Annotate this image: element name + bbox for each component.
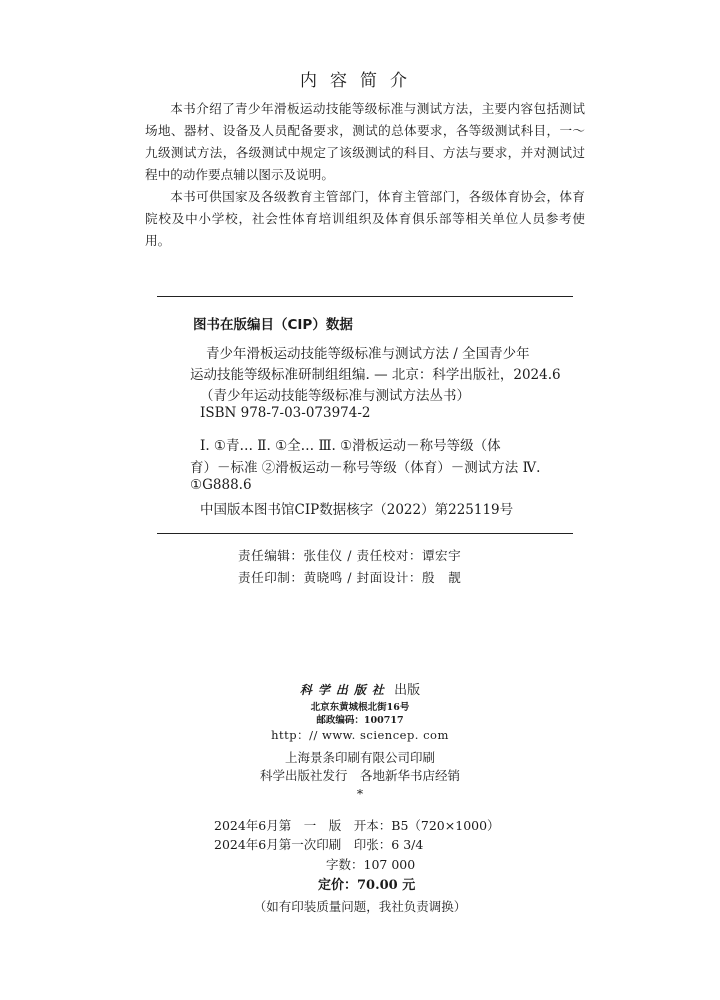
cip-class-line-1: Ⅰ. ①青… Ⅱ. ①全… Ⅲ. ①滑板运动－称号等级（体 [200,438,501,454]
publisher-suffix: 出版 [394,683,421,698]
cip-heading: 图书在版编目（CIP）数据 [193,317,353,333]
intro-paragraph-2: 本书可供国家及各级教育主管部门，体育主管部门，各级体育协会，体育院校及中小学校，社会性体育培训组织及体育俱乐部等相关单位人员参考使用。 [145,189,585,248]
publisher-name: 科学出版社 [299,683,390,697]
cip-title-line-2: 运动技能等级标准研制组组编. — 北京：科学出版社，2024.6 [190,367,561,383]
bottom-divider [157,533,573,534]
distribution-line: 科学出版社发行 各地新华书店经销 [259,768,460,783]
publisher-line [0,679,720,698]
word-count: 字数：107 000 [326,857,416,872]
separator-star: * [356,786,364,801]
cip-class-line-3: ①G888.6 [190,477,252,493]
intro-paragraph-1: 本书介绍了青少年滑板运动技能等级标准与测试方法，主要内容包括测试场地、器材、设备及人员配备要求，测试的总体要求，各等级测试科目，一～九级测试方法，各级测试中规定了该级测试的科目、方法与要求，并对测试过程中的动作要点辅以图示及说明。 [145,101,585,182]
quality-notice: （如有印装质量问题，我社负责调换） [253,899,467,914]
publisher-website: http：// www. sciencep. com [271,728,449,742]
staff-production: 责任印制：黄晓鸣 / 封面设计：殷 靓 [238,570,462,585]
cip-title-line-1: 青少年滑板运动技能等级标准与测试方法 / 全国青少年 [206,346,530,362]
intro-text [145,98,585,252]
cip-isbn: ISBN 978-7-03-073974-2 [200,405,371,421]
edition-line: 2024年6月第 一 版 开本：B5（720×1000） [214,818,500,833]
staff-editors: 责任编辑：张佳仪 / 责任校对：谭宏宇 [238,548,462,563]
cip-record-number: 中国版本图书馆CIP数据核字（2022）第225119号 [200,502,514,518]
top-divider [157,296,573,297]
publisher-postcode: 邮政编码：100717 [316,715,404,726]
printing-line: 2024年6月第一次印刷 印张：6 3/4 [214,837,424,852]
publisher-address: 北京东黄城根北街16号 [310,702,410,713]
cip-series: （青少年运动技能等级标准与测试方法丛书） [200,388,470,404]
printer-line: 上海景条印刷有限公司印刷 [284,750,435,765]
price: 定价：70.00 元 [318,878,416,893]
section-title: 内容简介 [300,71,420,91]
cip-class-line-2: 育）－标准 ②滑板运动－称号等级（体育）－测试方法 Ⅳ. [190,460,541,476]
